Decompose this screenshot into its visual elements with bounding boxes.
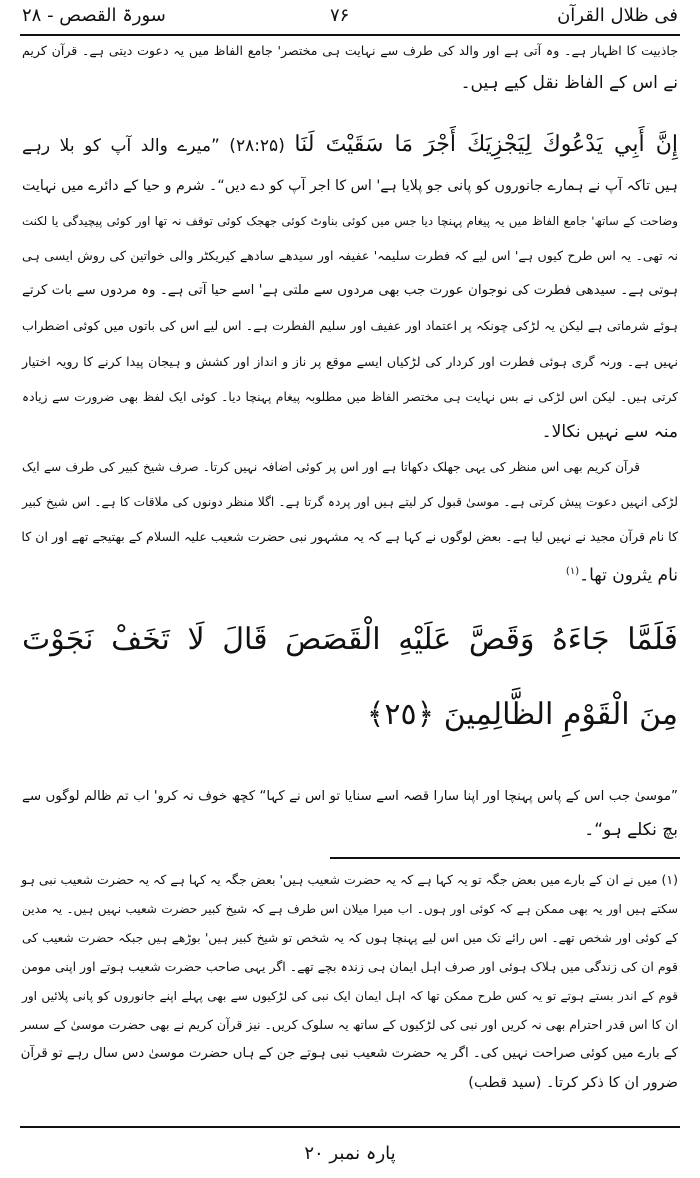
header-rule bbox=[20, 34, 680, 36]
translation-line: ”موسیٰ جب اس کے پاس پہنچا اور اپنا سارا قصہ اسے سنایا تو اس نے کہا“ کچھ خوف نہ کرو' اب تم ظالم لوگوں سے bbox=[22, 789, 678, 804]
footnote-line: کے بارے میں کوئی صراحت نہیں کی۔ اگر یہ حضرت شعیب نبی ہوتے جن کے ہاں حضرت موسیٰ دس سال رہے تو قرآن bbox=[20, 1046, 678, 1061]
translation-line: بچ نکلے ہو“۔ bbox=[584, 820, 678, 840]
text-line: جاذبیت کا اظہار ہے۔ وہ آتی ہے اور والد کی طرف سے نہایت ہی مختصر' جامع الفاظ میں یہ دعوت دیتی ہے۔ قرآن کریم bbox=[22, 43, 678, 58]
text-line: منہ سے نہیں نکالا۔ bbox=[541, 422, 678, 442]
verse-reference: (۲۸:۲۵) bbox=[229, 136, 285, 156]
book-title: فی ظلال القرآن bbox=[557, 5, 678, 26]
text-line-content: نام یثرون تھا۔ bbox=[579, 565, 678, 586]
surah-name: سورۃ القصص - ۲۸ bbox=[22, 5, 166, 26]
footnote-line: قوم کے اندر بستے ہوتے تو یہ کس طرح ممکن تھا کہ اہل ایمان ایک نبی کی لڑکیوں سے بھی پہلے اپنے جانوروں کو پانی پلائیں اور bbox=[22, 989, 678, 1003]
text-line: ہوئے شرماتی ہے لیکن یہ لڑکی چونکہ پر اعتماد اور عفیف اور سلیم الفطرت ہے۔ اس لیے اس کی باتوں میں کوئی اضطراب bbox=[22, 318, 678, 333]
text-line: ہوتی ہے۔ سیدھی فطرت کی نوجوان عورت جب بھی مردوں سے ملتی ہے' اسے حیا آتی ہے۔ وہ مردوں سے بات کرتے bbox=[22, 283, 678, 298]
page-number: ۷۶ bbox=[330, 5, 350, 26]
text-line: نہ تھی۔ یہ اس طرح کیوں ہے' اس لیے کہ فطرت سلیمہ' عفیفہ اور سیدھے سادھے کیریکٹر والی خواتین کی روش ایسی ہی bbox=[22, 248, 678, 263]
footnote-line: قوم ان کی زندگی میں ہلاک ہوئی اور صرف اہل ایمان ہی زندہ بچے تھے۔ اگر یہی صاحب حضرت شعیب ہوتے اور اپنی مومن bbox=[21, 959, 678, 974]
text-line: وضاحت کے ساتھ' جامع الفاظ میں یہ پیغام پہنچا دیا جس میں کوئی بناوٹ کوئی جھجک کوئی توقف نہ تھا اور کوئی پیچیدگی یا لکنت bbox=[22, 214, 678, 228]
footnote-line: (۱) میں نے ان کے بارے میں بعض جگہ تو یہ کہا ہے کہ یہ حضرت شعیب ہیں' بعض جگہ یہ کہا ہے کہ یہ حضرت شعیب نبی ہو bbox=[21, 872, 678, 887]
text-line: لڑکی انہیں دعوت پیش کرتی ہے۔ موسیٰ قبول کر لیتے ہیں اور پردہ گرتا ہے۔ اگلا منظر دونوں کی ملاقات کا ہے۔ اس شیخ کبیر bbox=[22, 495, 678, 509]
footnote-line: ضرور ان کا ذکر کرتا۔ (سید قطب) bbox=[468, 1075, 678, 1091]
footnote-line: سکتے ہیں اور یہ بھی ممکن ہے کہ کوئی اور ہوں۔ اب میرا میلان اس طرف ہے کہ شیخ کبیر حضرت شعیب نہیں ہیں۔ یہ مدین bbox=[22, 902, 678, 916]
text-line: کرتی ہیں۔ لیکن اس لڑکی نے بس نہایت ہی مختصر الفاظ میں مطلوبہ پیغام پہنچا دیا۔ کوئی ایک لفظ بھی ضرورت سے زیادہ bbox=[22, 390, 678, 404]
text-line: ہیں تاکہ آپ نے ہمارے جانوروں کو پانی جو پلایا ہے' اس کا اجر آپ کو دے دیں“۔ شرم و حیا کے دائرے میں نہایت bbox=[22, 178, 678, 194]
text-line: کا نام قرآن مجید نے نہیں لیا ہے۔ بعض لوگوں نے کہا ہے کہ یہ مشہور نبی حضرت شعیب علیہ السلام کے بھتیجے تھے اور ان کا bbox=[21, 529, 678, 544]
verse-translation-start: ”میرے والد آپ کو بلا رہے bbox=[22, 136, 220, 156]
text-line bbox=[22, 559, 678, 585]
footnote-rule bbox=[330, 857, 680, 859]
verse-quote-line bbox=[22, 128, 678, 162]
footnote-line: ان کا اس قدر احترام بھی نہ کریں اور نبی کی لڑکیوں کے ساتھ یہ سلوک کریں۔ نیز قرآن کریم نے بھی حضرت موسیٰ کے سسر bbox=[20, 1017, 678, 1032]
text-line: نے اس کے الفاظ نقل کیے ہیں۔ bbox=[460, 73, 678, 93]
text-line: قرآن کریم بھی اس منظر کی یہی جھلک دکھاتا ہے اور اس پر کوئی اضافہ نہیں کرتا۔ صرف شیخ کبیر کی طرف سے ایک bbox=[22, 460, 640, 474]
quran-verse-line: فَلَمَّا جَاءَهُ وَقَصَّ عَلَيْهِ الْقَصَصَ قَالَ لَا تَخَفْ نَجَوْتَ bbox=[22, 622, 678, 657]
verse-arabic: إِنَّ أَبِي يَدْعُوكَ لِيَجْزِيَكَ أَجْرَ مَا سَقَيْتَ لَنَا bbox=[294, 132, 678, 157]
footnote-marker[interactable]: (۱) bbox=[565, 566, 580, 577]
para-number: پارہ نمبر ۲۰ bbox=[304, 1143, 396, 1164]
text-line: نہیں ہے۔ ورنہ گری ہوئی فطرت اور کردار کی لڑکیاں ایسے موقع پر ناز و انداز اور کشش و ہیجان پیدا کرنے کا رویہ اختیار bbox=[22, 354, 678, 369]
footer-rule bbox=[20, 1126, 680, 1128]
quran-verse-line: مِنَ الْقَوْمِ الظَّالِمِينَ ﴿٢٥﴾ bbox=[366, 697, 678, 732]
footnote-line: کے کوئی اور شخص تھے۔ اس رائے تک میں اس لیے پہنچا ہوں کہ یہ شخص تو شیخ کبیر ہیں' بوڑھے ہیں جبکہ حضرت شعیب کی bbox=[22, 931, 678, 945]
